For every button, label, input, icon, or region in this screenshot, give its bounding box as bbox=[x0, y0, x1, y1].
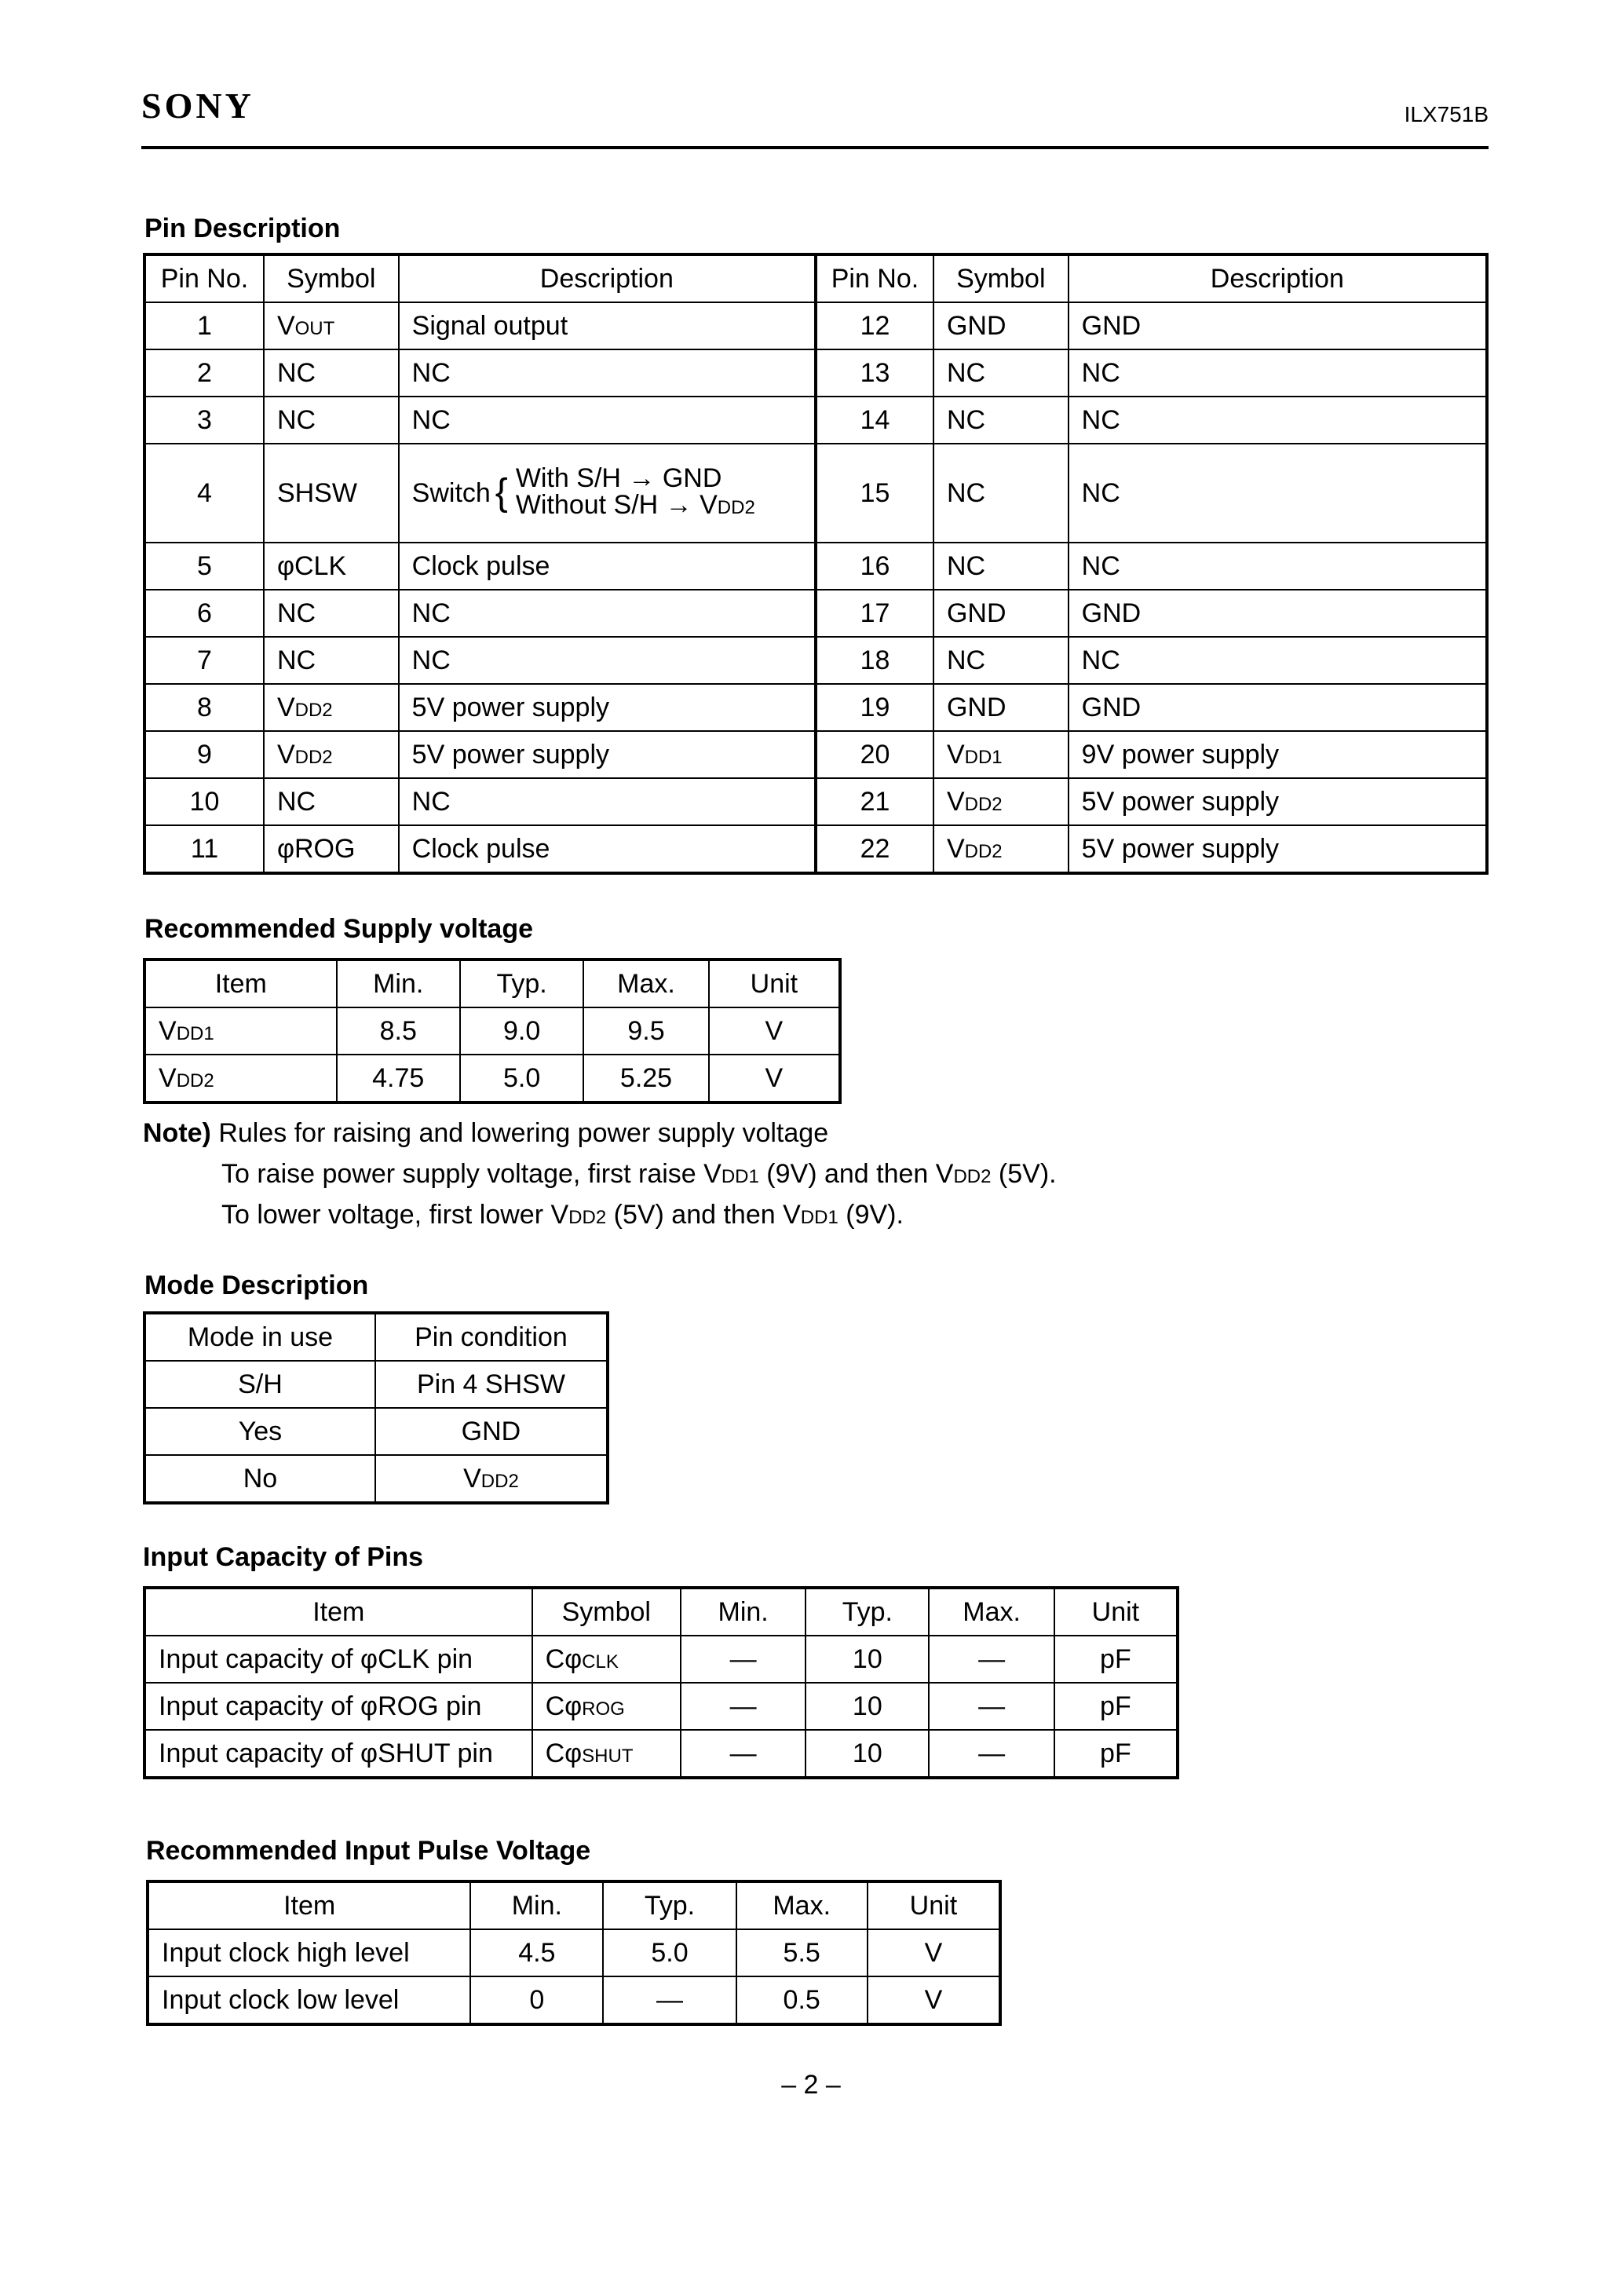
table-cell: Input capacity of φSHUT pin bbox=[144, 1730, 532, 1778]
table-cell: 1 bbox=[144, 302, 264, 349]
table-cell: V bbox=[709, 1055, 840, 1102]
table-row bbox=[144, 1361, 608, 1408]
header-pin-no-2: Pin No. bbox=[816, 254, 933, 302]
table-cell: NC bbox=[399, 778, 816, 825]
table-cell: Yes bbox=[144, 1408, 375, 1455]
table-cell: 9V power supply bbox=[1069, 731, 1487, 778]
table-row bbox=[144, 731, 1487, 778]
switch-with-sh: With S/H → GND bbox=[515, 463, 722, 493]
table-cell: VDD1 bbox=[933, 731, 1069, 778]
table-header bbox=[148, 1881, 1000, 1929]
table-cell: GND bbox=[933, 302, 1069, 349]
table-cell: NC bbox=[399, 397, 816, 444]
header-description-2: Description bbox=[1069, 254, 1487, 302]
header-cell: Max. bbox=[583, 960, 708, 1007]
table-row bbox=[144, 302, 1487, 349]
table-row bbox=[144, 1683, 1178, 1730]
brand-logo: SONY bbox=[141, 86, 254, 126]
table-cell: 18 bbox=[816, 637, 933, 684]
table-cell: 5 bbox=[144, 543, 264, 590]
header-symbol-2: Symbol bbox=[933, 254, 1069, 302]
table-cell: 2 bbox=[144, 349, 264, 397]
document-id: ILX751B bbox=[1404, 102, 1489, 126]
table-cell: φROG bbox=[264, 825, 399, 873]
table-cell: 5.25 bbox=[583, 1055, 708, 1102]
header-cell: Max. bbox=[929, 1588, 1054, 1636]
table-cell: 11 bbox=[144, 825, 264, 873]
table-cell: 10 bbox=[806, 1636, 929, 1683]
table-row bbox=[144, 1055, 840, 1102]
supply-voltage-table bbox=[143, 958, 842, 1104]
pin-description-title: Pin Description bbox=[144, 214, 341, 243]
table-cell: 13 bbox=[816, 349, 933, 397]
header-cell: Item bbox=[144, 1588, 532, 1636]
switch-label: Switch bbox=[411, 478, 491, 508]
table-row bbox=[144, 444, 1487, 543]
table-cell: 5V power supply bbox=[399, 731, 816, 778]
table-cell: 5V power supply bbox=[1069, 778, 1487, 825]
table-cell: Clock pulse bbox=[399, 825, 816, 873]
table-cell: 10 bbox=[144, 778, 264, 825]
header-cell: Typ. bbox=[460, 960, 583, 1007]
table-row bbox=[144, 1408, 608, 1455]
table-row bbox=[144, 1455, 608, 1503]
table-cell: 9 bbox=[144, 731, 264, 778]
table-cell: 9.5 bbox=[583, 1007, 708, 1055]
table-cell bbox=[399, 444, 816, 543]
table-cell: Signal output bbox=[399, 302, 816, 349]
table-cell: 5.5 bbox=[736, 1929, 868, 1976]
table-cell: 5V power supply bbox=[399, 684, 816, 731]
table-cell: 12 bbox=[816, 302, 933, 349]
table-cell: V bbox=[868, 1976, 1000, 2024]
table-cell: VDD2 bbox=[933, 825, 1069, 873]
table-cell: GND bbox=[1069, 302, 1487, 349]
note-label: Note) bbox=[143, 1118, 211, 1148]
mode-description-title: Mode Description bbox=[144, 1270, 369, 1300]
table-cell: 22 bbox=[816, 825, 933, 873]
table-cell: — bbox=[681, 1683, 806, 1730]
pin-description-table bbox=[143, 253, 1489, 875]
header-cell: Min. bbox=[337, 960, 460, 1007]
table-cell: Input clock low level bbox=[148, 1976, 470, 2024]
table-cell: NC bbox=[264, 397, 399, 444]
header-cell: Unit bbox=[868, 1881, 1000, 1929]
table-cell: NC bbox=[933, 637, 1069, 684]
table-header bbox=[144, 960, 840, 1007]
table-cell: Input clock high level bbox=[148, 1929, 470, 1976]
table-row bbox=[144, 778, 1487, 825]
table-cell: VDD2 bbox=[264, 731, 399, 778]
table-cell: NC bbox=[264, 590, 399, 637]
header-cell: Unit bbox=[1054, 1588, 1178, 1636]
table-cell: 10 bbox=[806, 1730, 929, 1778]
header-cell: Unit bbox=[709, 960, 840, 1007]
table-cell: NC bbox=[933, 543, 1069, 590]
table-cell: 5V power supply bbox=[1069, 825, 1487, 873]
table-cell: 3 bbox=[144, 397, 264, 444]
table-row bbox=[144, 825, 1487, 873]
table-cell: 15 bbox=[816, 444, 933, 543]
table-cell: NC bbox=[1069, 397, 1487, 444]
table-cell: NC bbox=[1069, 444, 1487, 543]
switch-description bbox=[412, 465, 755, 521]
table-header bbox=[144, 1313, 608, 1361]
table-cell: 7 bbox=[144, 637, 264, 684]
table-cell: NC bbox=[933, 349, 1069, 397]
table-cell: V bbox=[709, 1007, 840, 1055]
table-row bbox=[144, 590, 1487, 637]
table-row bbox=[148, 1976, 1000, 2024]
table-cell: VDD1 bbox=[144, 1007, 337, 1055]
table-cell: GND bbox=[375, 1408, 608, 1455]
header-cell: Symbol bbox=[532, 1588, 681, 1636]
table-cell: — bbox=[929, 1730, 1054, 1778]
table-cell: 10 bbox=[806, 1683, 929, 1730]
table-cell: NC bbox=[399, 590, 816, 637]
table-cell: CφROG bbox=[532, 1683, 681, 1730]
table-cell: 16 bbox=[816, 543, 933, 590]
table-cell: VDD2 bbox=[144, 1055, 337, 1102]
table-cell: No bbox=[144, 1455, 375, 1503]
header-cell: Typ. bbox=[806, 1588, 929, 1636]
table-cell: 8 bbox=[144, 684, 264, 731]
table-cell: 8.5 bbox=[337, 1007, 460, 1055]
header-cell: Max. bbox=[736, 1881, 868, 1929]
table-cell: NC bbox=[933, 397, 1069, 444]
table-cell: 5.0 bbox=[603, 1929, 736, 1976]
table-cell: VDD2 bbox=[375, 1455, 608, 1503]
table-row bbox=[144, 543, 1487, 590]
table-cell: NC bbox=[1069, 637, 1487, 684]
table-cell: pF bbox=[1054, 1683, 1178, 1730]
table-cell: NC bbox=[399, 637, 816, 684]
table-cell: GND bbox=[933, 684, 1069, 731]
header-symbol: Symbol bbox=[264, 254, 399, 302]
table-cell: CφCLK bbox=[532, 1636, 681, 1683]
header-cell: Pin condition bbox=[375, 1313, 608, 1361]
table-cell: φCLK bbox=[264, 543, 399, 590]
table-cell: Clock pulse bbox=[399, 543, 816, 590]
header-description: Description bbox=[399, 254, 816, 302]
table-cell: NC bbox=[933, 444, 1069, 543]
table-cell: S/H bbox=[144, 1361, 375, 1408]
table-cell: GND bbox=[1069, 684, 1487, 731]
table-cell: Input capacity of φROG pin bbox=[144, 1683, 532, 1730]
table-cell: NC bbox=[264, 778, 399, 825]
table-cell: Input capacity of φCLK pin bbox=[144, 1636, 532, 1683]
input-pulse-title: Recommended Input Pulse Voltage bbox=[146, 1836, 591, 1866]
table-cell: VDD2 bbox=[264, 684, 399, 731]
note-line-3: To lower voltage, first lower VDD2 (5V) and then VDD1 (9V). bbox=[221, 1200, 904, 1230]
table-row bbox=[144, 637, 1487, 684]
header-cell: Min. bbox=[681, 1588, 806, 1636]
table-cell: 4 bbox=[144, 444, 264, 543]
header-rule bbox=[141, 146, 1489, 149]
table-cell: 9.0 bbox=[460, 1007, 583, 1055]
table-cell: CφSHUT bbox=[532, 1730, 681, 1778]
table-cell: 6 bbox=[144, 590, 264, 637]
table-row bbox=[144, 1636, 1178, 1683]
table-cell: GND bbox=[1069, 590, 1487, 637]
table-cell: 17 bbox=[816, 590, 933, 637]
header-pin-no: Pin No. bbox=[144, 254, 264, 302]
table-cell: SHSW bbox=[264, 444, 399, 543]
table-cell: — bbox=[681, 1636, 806, 1683]
mode-description-table bbox=[143, 1311, 609, 1504]
note-text-1: Rules for raising and lowering power supply voltage bbox=[218, 1118, 829, 1148]
supply-voltage-title: Recommended Supply voltage bbox=[144, 914, 533, 944]
input-capacity-table bbox=[143, 1586, 1179, 1779]
table-row bbox=[144, 1730, 1178, 1778]
pin-table-header bbox=[144, 254, 1487, 302]
note-line-2: To raise power supply voltage, first raise VDD1 (9V) and then VDD2 (5V). bbox=[221, 1159, 1057, 1189]
table-cell: — bbox=[681, 1730, 806, 1778]
table-cell: Pin 4 SHSW bbox=[375, 1361, 608, 1408]
header-cell: Item bbox=[144, 960, 337, 1007]
table-cell: 21 bbox=[816, 778, 933, 825]
table-row bbox=[148, 1929, 1000, 1976]
input-pulse-table bbox=[146, 1880, 1002, 2026]
brace-glyph: { bbox=[495, 472, 508, 514]
table-cell: V bbox=[868, 1929, 1000, 1976]
table-cell: 4.75 bbox=[337, 1055, 460, 1102]
page-number: – 2 – bbox=[781, 2070, 841, 2100]
table-cell: — bbox=[929, 1636, 1054, 1683]
table-cell: pF bbox=[1054, 1636, 1178, 1683]
table-cell: 4.5 bbox=[470, 1929, 603, 1976]
table-row bbox=[144, 397, 1487, 444]
table-cell: NC bbox=[399, 349, 816, 397]
table-cell: NC bbox=[264, 349, 399, 397]
table-row bbox=[144, 684, 1487, 731]
table-cell: 20 bbox=[816, 731, 933, 778]
header-cell: Mode in use bbox=[144, 1313, 375, 1361]
table-cell: pF bbox=[1054, 1730, 1178, 1778]
input-capacity-title: Input Capacity of Pins bbox=[143, 1542, 424, 1572]
table-cell: NC bbox=[1069, 349, 1487, 397]
table-cell: VOUT bbox=[264, 302, 399, 349]
table-row bbox=[144, 1007, 840, 1055]
table-cell: 0 bbox=[470, 1976, 603, 2024]
table-cell: VDD2 bbox=[933, 778, 1069, 825]
table-cell: — bbox=[603, 1976, 736, 2024]
header-cell: Typ. bbox=[603, 1881, 736, 1929]
table-cell: 19 bbox=[816, 684, 933, 731]
header-cell: Item bbox=[148, 1881, 470, 1929]
table-cell: 5.0 bbox=[460, 1055, 583, 1102]
note-line-1 bbox=[143, 1118, 828, 1149]
table-header bbox=[144, 1588, 1178, 1636]
table-row bbox=[144, 349, 1487, 397]
table-cell: — bbox=[929, 1683, 1054, 1730]
table-cell: NC bbox=[264, 637, 399, 684]
header-cell: Min. bbox=[470, 1881, 603, 1929]
table-cell: 0.5 bbox=[736, 1976, 868, 2024]
switch-without-sh: Without S/H → VDD2 bbox=[515, 490, 755, 520]
table-cell: NC bbox=[1069, 543, 1487, 590]
table-cell: GND bbox=[933, 590, 1069, 637]
table-cell: 14 bbox=[816, 397, 933, 444]
